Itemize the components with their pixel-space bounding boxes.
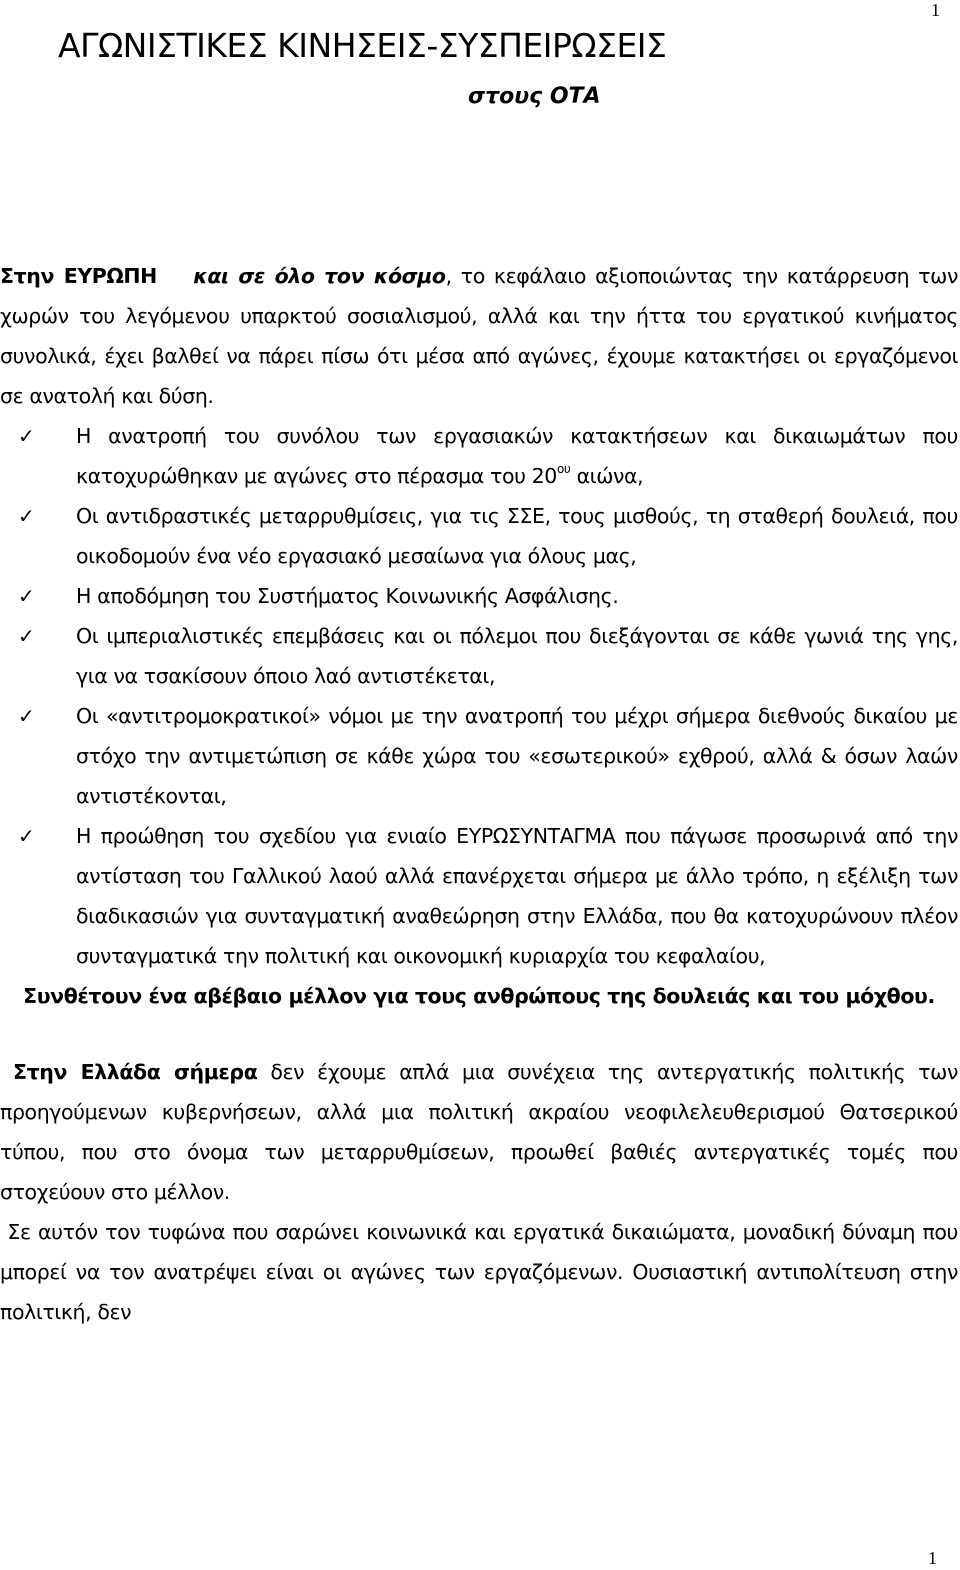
list-item (18, 496, 958, 576)
list-item (18, 576, 958, 616)
document-subtitle: στους ΟΤΑ (468, 84, 601, 109)
check-mark-icon: ✓ (18, 424, 35, 448)
greece-text: δεν έχουμε απλά μια συνέχεια της αντεργατικής πολιτικής των προηγούμενων κυβερνήσεων, αλλά μια πολιτική ακραίου νεοφιλελευθερισμού Θατσερικού τύπου, που στο όνομα των μεταρρυθμίσεων, προωθεί βαθιές αντεργατικές τομές που στοχεύουν στο μέλλον. (0, 1060, 958, 1204)
intro-lead-1: Στην ΕΥΡΩΠΗ (0, 264, 157, 288)
bullet-text: Οι αντιδραστικές μεταρρυθμίσεις, για τις ΣΣΕ, τους μισθούς, τη σταθερή δουλειά, που οικοδομούν ένα νέο εργασιακό μεσαίωνα για όλους μας, (76, 504, 958, 568)
page-number-top: 1 (931, 0, 940, 20)
greece-lead: Στην Ελλάδα σήμερα (12, 1060, 258, 1084)
final-text: Σε αυτόν τον τυφώνα που σαρώνει κοινωνικά και εργατικά δικαιώματα, μοναδική δύναμη που μπορεί να τον ανατρέψει είναι οι αγώνες των εργαζόμενων. Ουσιαστική αντιπολίτευση στην πολιτική, δεν (0, 1220, 959, 1324)
intro-lead-2: και σε όλο τον κόσμο (193, 264, 446, 288)
list-item (18, 696, 958, 816)
intro-paragraph (0, 256, 958, 416)
list-item (18, 416, 958, 496)
list-item (18, 816, 958, 976)
check-mark-icon: ✓ (18, 624, 35, 648)
check-mark-icon: ✓ (18, 584, 35, 608)
superscript: ου (556, 462, 571, 477)
bullet-text: Η αποδόμηση του Συστήματος Κοινωνικής Ασφάλισης. (76, 584, 619, 608)
check-mark-icon: ✓ (18, 824, 35, 848)
page-number-bottom: 1 (928, 1548, 937, 1568)
bullet-text: Οι «αντιτρομοκρατικοί» νόμοι με την ανατροπή του μέχρι σήμερα διεθνούς δικαίου με στόχο την αντιμετώπιση σε κάθε χώρα του «εσωτερικού» εχθρού, αλλά & όσων λαών αντιστέκονται, (76, 704, 958, 808)
bullet-text: Οι ιμπεριαλιστικές επεμβάσεις και οι πόλεμοι που διεξάγονται σε κάθε γωνιά της γης, για να τσακίσουν όποιο λαό αντιστέκεται, (76, 624, 958, 688)
intro-text: , το κεφάλαιο αξιοποιώντας την κατάρρευση των χωρών του λεγόμενου υπαρκτού σοσιαλισμού, αλλά και την ήττα του εργατικού κινήματος συνολικά, έχει βαλθεί να πάρει πίσω ότι μέσα από αγώνες, έχουμε κατακτήσει οι εργαζόμενοι σε ανατολή και δύση. (0, 264, 958, 408)
bullet-text: Η ανατροπή του συνόλου των εργασιακών κατακτήσεων και δικαιωμάτων που κατοχυρώθηκαν με αγώνες στο πέρασμα του 20 (76, 424, 958, 488)
final-paragraph (0, 1212, 958, 1332)
bullet-text: Η προώθηση του σχεδίου για ενιαίο ΕΥΡΩΣΥΝΤΑΓΜΑ που πάγωσε προσωρινά από την αντίσταση του Γαλλικού λαού αλλά επανέρχεται σήμερα με άλλο τρόπο, η εξέλιξη των διαδικασιών για συνταγματική αναθεώρηση στην Ελλάδα, που θα κατοχυρώνουν πλέον συνταγματικά την πολιτική και οικονομική κυριαρχία του κεφαλαίου, (76, 824, 958, 968)
greece-paragraph (0, 1052, 958, 1212)
check-mark-icon: ✓ (18, 704, 35, 728)
bullet-list (0, 416, 958, 976)
document-body (0, 256, 958, 1332)
list-item (18, 616, 958, 696)
bullet-text: αιώνα, (570, 464, 644, 488)
check-mark-icon: ✓ (18, 504, 35, 528)
closing-statement: Συνθέτουν ένα αβέβαιο μέλλον για τους ανθρώπους της δουλειάς και του μόχθου. (23, 984, 935, 1008)
document-title: ΑΓΩΝΙΣΤΙΚΕΣ ΚΙΝΗΣΕΙΣ-ΣΥΣΠΕΙΡΩΣΕΙΣ (58, 26, 667, 65)
